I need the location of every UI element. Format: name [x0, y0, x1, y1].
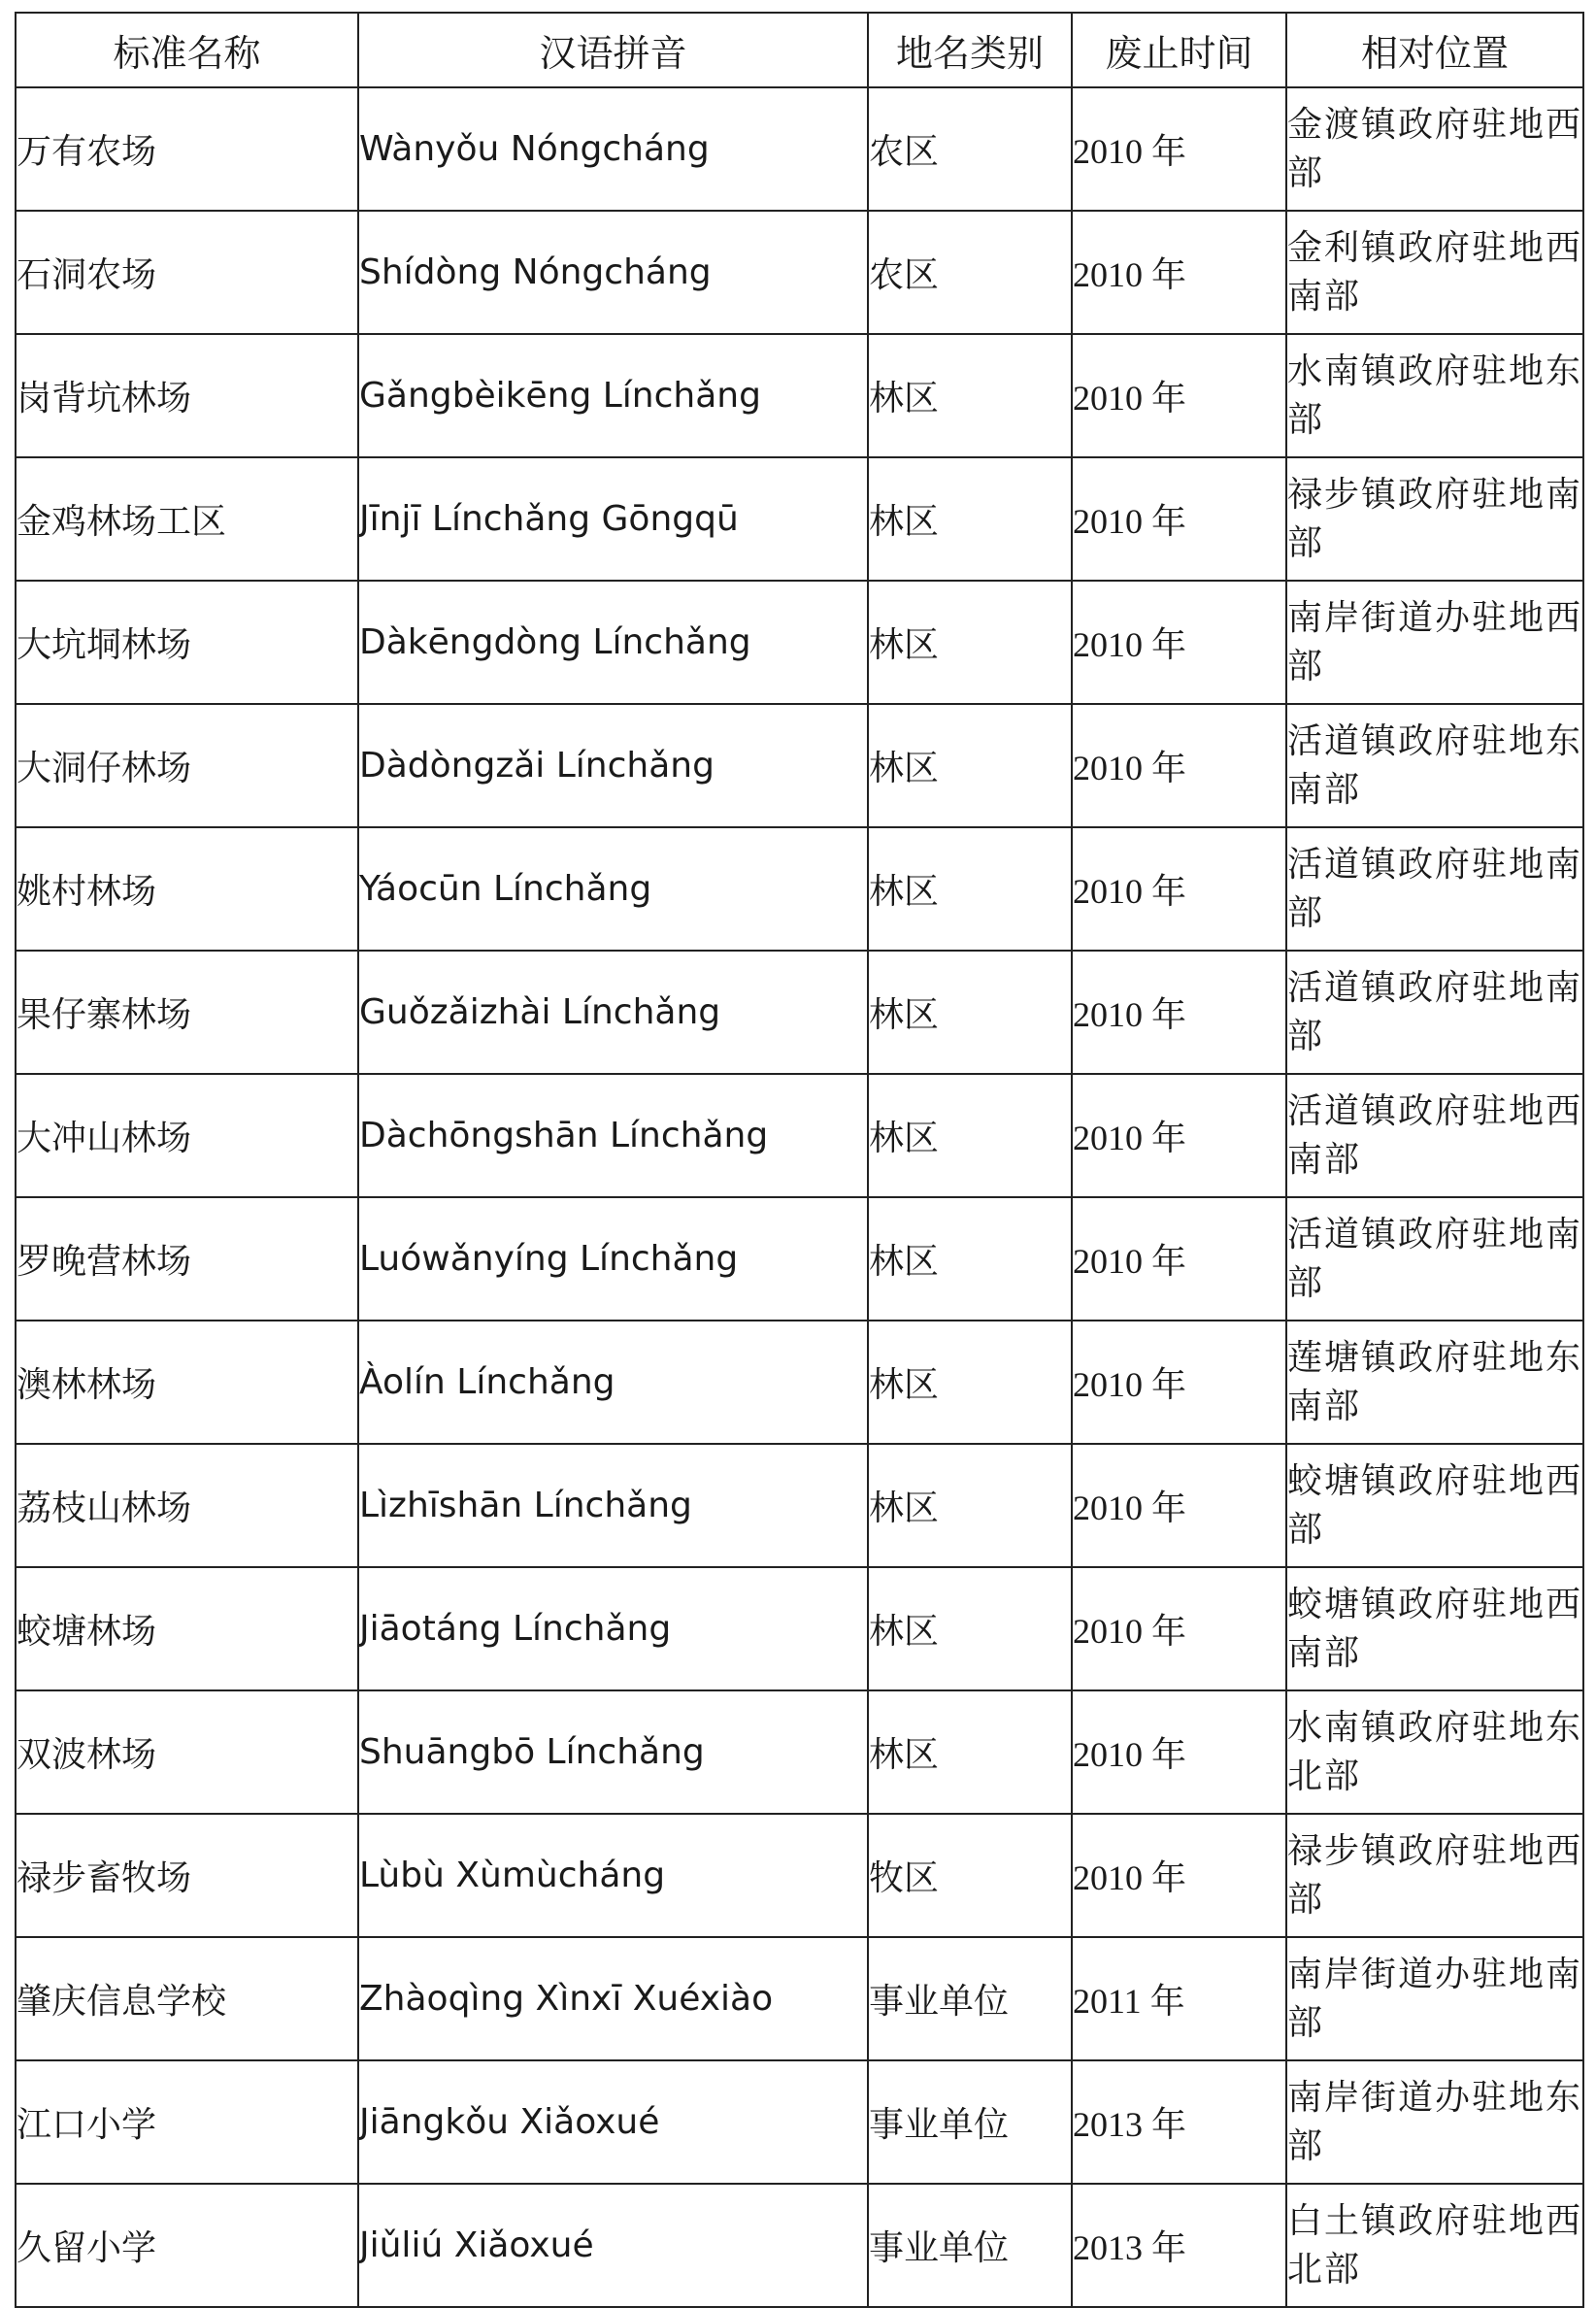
cell-relative-location: 水南镇政府驻地东北部 [1286, 1690, 1583, 1814]
cell-abolished-time: 2010 年 [1072, 1197, 1286, 1321]
cell-standard-name: 罗晚营林场 [16, 1197, 358, 1321]
table-row [16, 1937, 1583, 2060]
cell-pinyin: Jiāngkǒu Xiǎoxué [358, 2060, 868, 2184]
cell-category: 事业单位 [868, 2184, 1072, 2307]
cell-abolished-time: 2010 年 [1072, 1074, 1286, 1197]
cell-abolished-time: 2011 年 [1072, 1937, 1286, 2060]
cell-abolished-time: 2013 年 [1072, 2060, 1286, 2184]
cell-category: 牧区 [868, 1814, 1072, 1937]
cell-relative-location: 蛟塘镇政府驻地西部 [1286, 1444, 1583, 1567]
cell-category: 林区 [868, 827, 1072, 951]
table-row [16, 581, 1583, 704]
table-row [16, 2184, 1583, 2307]
cell-category: 事业单位 [868, 2060, 1072, 2184]
cell-standard-name: 江口小学 [16, 2060, 358, 2184]
cell-standard-name: 久留小学 [16, 2184, 358, 2307]
cell-relative-location: 活道镇政府驻地南部 [1286, 1197, 1583, 1321]
cell-pinyin: Dàkēngdòng Línchǎng [358, 581, 868, 704]
table-body [16, 87, 1583, 2307]
cell-abolished-time: 2010 年 [1072, 457, 1286, 581]
place-name-table [15, 12, 1584, 2308]
table-row [16, 1444, 1583, 1567]
cell-pinyin: Dàchōngshān Línchǎng [358, 1074, 868, 1197]
cell-pinyin: Shídòng Nóngcháng [358, 211, 868, 334]
header-pinyin: 汉语拼音 [358, 13, 868, 87]
cell-abolished-time: 2010 年 [1072, 211, 1286, 334]
table-row [16, 1567, 1583, 1690]
table-row [16, 2060, 1583, 2184]
table-row [16, 1197, 1583, 1321]
header-row [16, 13, 1583, 87]
cell-relative-location: 南岸街道办驻地东部 [1286, 2060, 1583, 2184]
cell-relative-location: 活道镇政府驻地东南部 [1286, 704, 1583, 827]
cell-standard-name: 金鸡林场工区 [16, 457, 358, 581]
table-row [16, 1321, 1583, 1444]
cell-category: 林区 [868, 1567, 1072, 1690]
cell-abolished-time: 2010 年 [1072, 334, 1286, 457]
cell-abolished-time: 2010 年 [1072, 1567, 1286, 1690]
cell-standard-name: 姚村林场 [16, 827, 358, 951]
header-category: 地名类别 [868, 13, 1072, 87]
cell-relative-location: 南岸街道办驻地西部 [1286, 581, 1583, 704]
cell-category: 农区 [868, 87, 1072, 211]
cell-category: 林区 [868, 1444, 1072, 1567]
cell-category: 林区 [868, 581, 1072, 704]
cell-pinyin: Lùbù Xùmùcháng [358, 1814, 868, 1937]
cell-standard-name: 大坑垌林场 [16, 581, 358, 704]
cell-category: 林区 [868, 1197, 1072, 1321]
table-row [16, 1074, 1583, 1197]
cell-pinyin: Yáocūn Línchǎng [358, 827, 868, 951]
cell-category: 林区 [868, 1321, 1072, 1444]
cell-category: 林区 [868, 334, 1072, 457]
cell-standard-name: 禄步畜牧场 [16, 1814, 358, 1937]
cell-category: 林区 [868, 457, 1072, 581]
header-standard-name: 标准名称 [16, 13, 358, 87]
cell-pinyin: Lìzhīshān Línchǎng [358, 1444, 868, 1567]
cell-pinyin: Shuāngbō Línchǎng [358, 1690, 868, 1814]
table-row [16, 1814, 1583, 1937]
table-row [16, 87, 1583, 211]
cell-relative-location: 活道镇政府驻地南部 [1286, 951, 1583, 1074]
cell-pinyin: Guǒzǎizhài Línchǎng [358, 951, 868, 1074]
cell-relative-location: 南岸街道办驻地南部 [1286, 1937, 1583, 2060]
cell-pinyin: Gǎngbèikēng Línchǎng [358, 334, 868, 457]
table-row [16, 951, 1583, 1074]
cell-abolished-time: 2010 年 [1072, 951, 1286, 1074]
cell-standard-name: 肇庆信息学校 [16, 1937, 358, 2060]
cell-standard-name: 蛟塘林场 [16, 1567, 358, 1690]
cell-standard-name: 石洞农场 [16, 211, 358, 334]
cell-standard-name: 澳林林场 [16, 1321, 358, 1444]
cell-relative-location: 水南镇政府驻地东部 [1286, 334, 1583, 457]
cell-abolished-time: 2013 年 [1072, 2184, 1286, 2307]
cell-abolished-time: 2010 年 [1072, 1690, 1286, 1814]
table-row [16, 827, 1583, 951]
cell-relative-location: 活道镇政府驻地南部 [1286, 827, 1583, 951]
cell-pinyin: Àolín Línchǎng [358, 1321, 868, 1444]
cell-standard-name: 岗背坑林场 [16, 334, 358, 457]
cell-standard-name: 大洞仔林场 [16, 704, 358, 827]
cell-abolished-time: 2010 年 [1072, 827, 1286, 951]
cell-relative-location: 禄步镇政府驻地南部 [1286, 457, 1583, 581]
cell-relative-location: 莲塘镇政府驻地东南部 [1286, 1321, 1583, 1444]
cell-abolished-time: 2010 年 [1072, 704, 1286, 827]
cell-category: 林区 [868, 704, 1072, 827]
cell-relative-location: 白土镇政府驻地西北部 [1286, 2184, 1583, 2307]
cell-category: 林区 [868, 1690, 1072, 1814]
cell-abolished-time: 2010 年 [1072, 1444, 1286, 1567]
table-row [16, 211, 1583, 334]
cell-standard-name: 荔枝山林场 [16, 1444, 358, 1567]
header-abolished-time: 废止时间 [1072, 13, 1286, 87]
table-row [16, 1690, 1583, 1814]
cell-abolished-time: 2010 年 [1072, 87, 1286, 211]
header-relative-location: 相对位置 [1286, 13, 1583, 87]
cell-category: 农区 [868, 211, 1072, 334]
cell-pinyin: Luówǎnyíng Línchǎng [358, 1197, 868, 1321]
cell-category: 林区 [868, 951, 1072, 1074]
cell-category: 事业单位 [868, 1937, 1072, 2060]
cell-pinyin: Jiǔliú Xiǎoxué [358, 2184, 868, 2307]
cell-standard-name: 万有农场 [16, 87, 358, 211]
cell-pinyin: Dàdòngzǎi Línchǎng [358, 704, 868, 827]
cell-relative-location: 金利镇政府驻地西南部 [1286, 211, 1583, 334]
cell-standard-name: 果仔寨林场 [16, 951, 358, 1074]
table-row [16, 704, 1583, 827]
cell-pinyin: Jīnjī Línchǎng Gōngqū [358, 457, 868, 581]
cell-standard-name: 双波林场 [16, 1690, 358, 1814]
cell-abolished-time: 2010 年 [1072, 1321, 1286, 1444]
cell-relative-location: 蛟塘镇政府驻地西南部 [1286, 1567, 1583, 1690]
cell-relative-location: 金渡镇政府驻地西部 [1286, 87, 1583, 211]
cell-category: 林区 [868, 1074, 1072, 1197]
cell-relative-location: 活道镇政府驻地西南部 [1286, 1074, 1583, 1197]
cell-relative-location: 禄步镇政府驻地西部 [1286, 1814, 1583, 1937]
cell-abolished-time: 2010 年 [1072, 1814, 1286, 1937]
cell-pinyin: Wànyǒu Nóngcháng [358, 87, 868, 211]
cell-pinyin: Zhàoqìng Xìnxī Xuéxiào [358, 1937, 868, 2060]
cell-abolished-time: 2010 年 [1072, 581, 1286, 704]
cell-pinyin: Jiāotáng Línchǎng [358, 1567, 868, 1690]
cell-standard-name: 大冲山林场 [16, 1074, 358, 1197]
table-row [16, 334, 1583, 457]
table-row [16, 457, 1583, 581]
